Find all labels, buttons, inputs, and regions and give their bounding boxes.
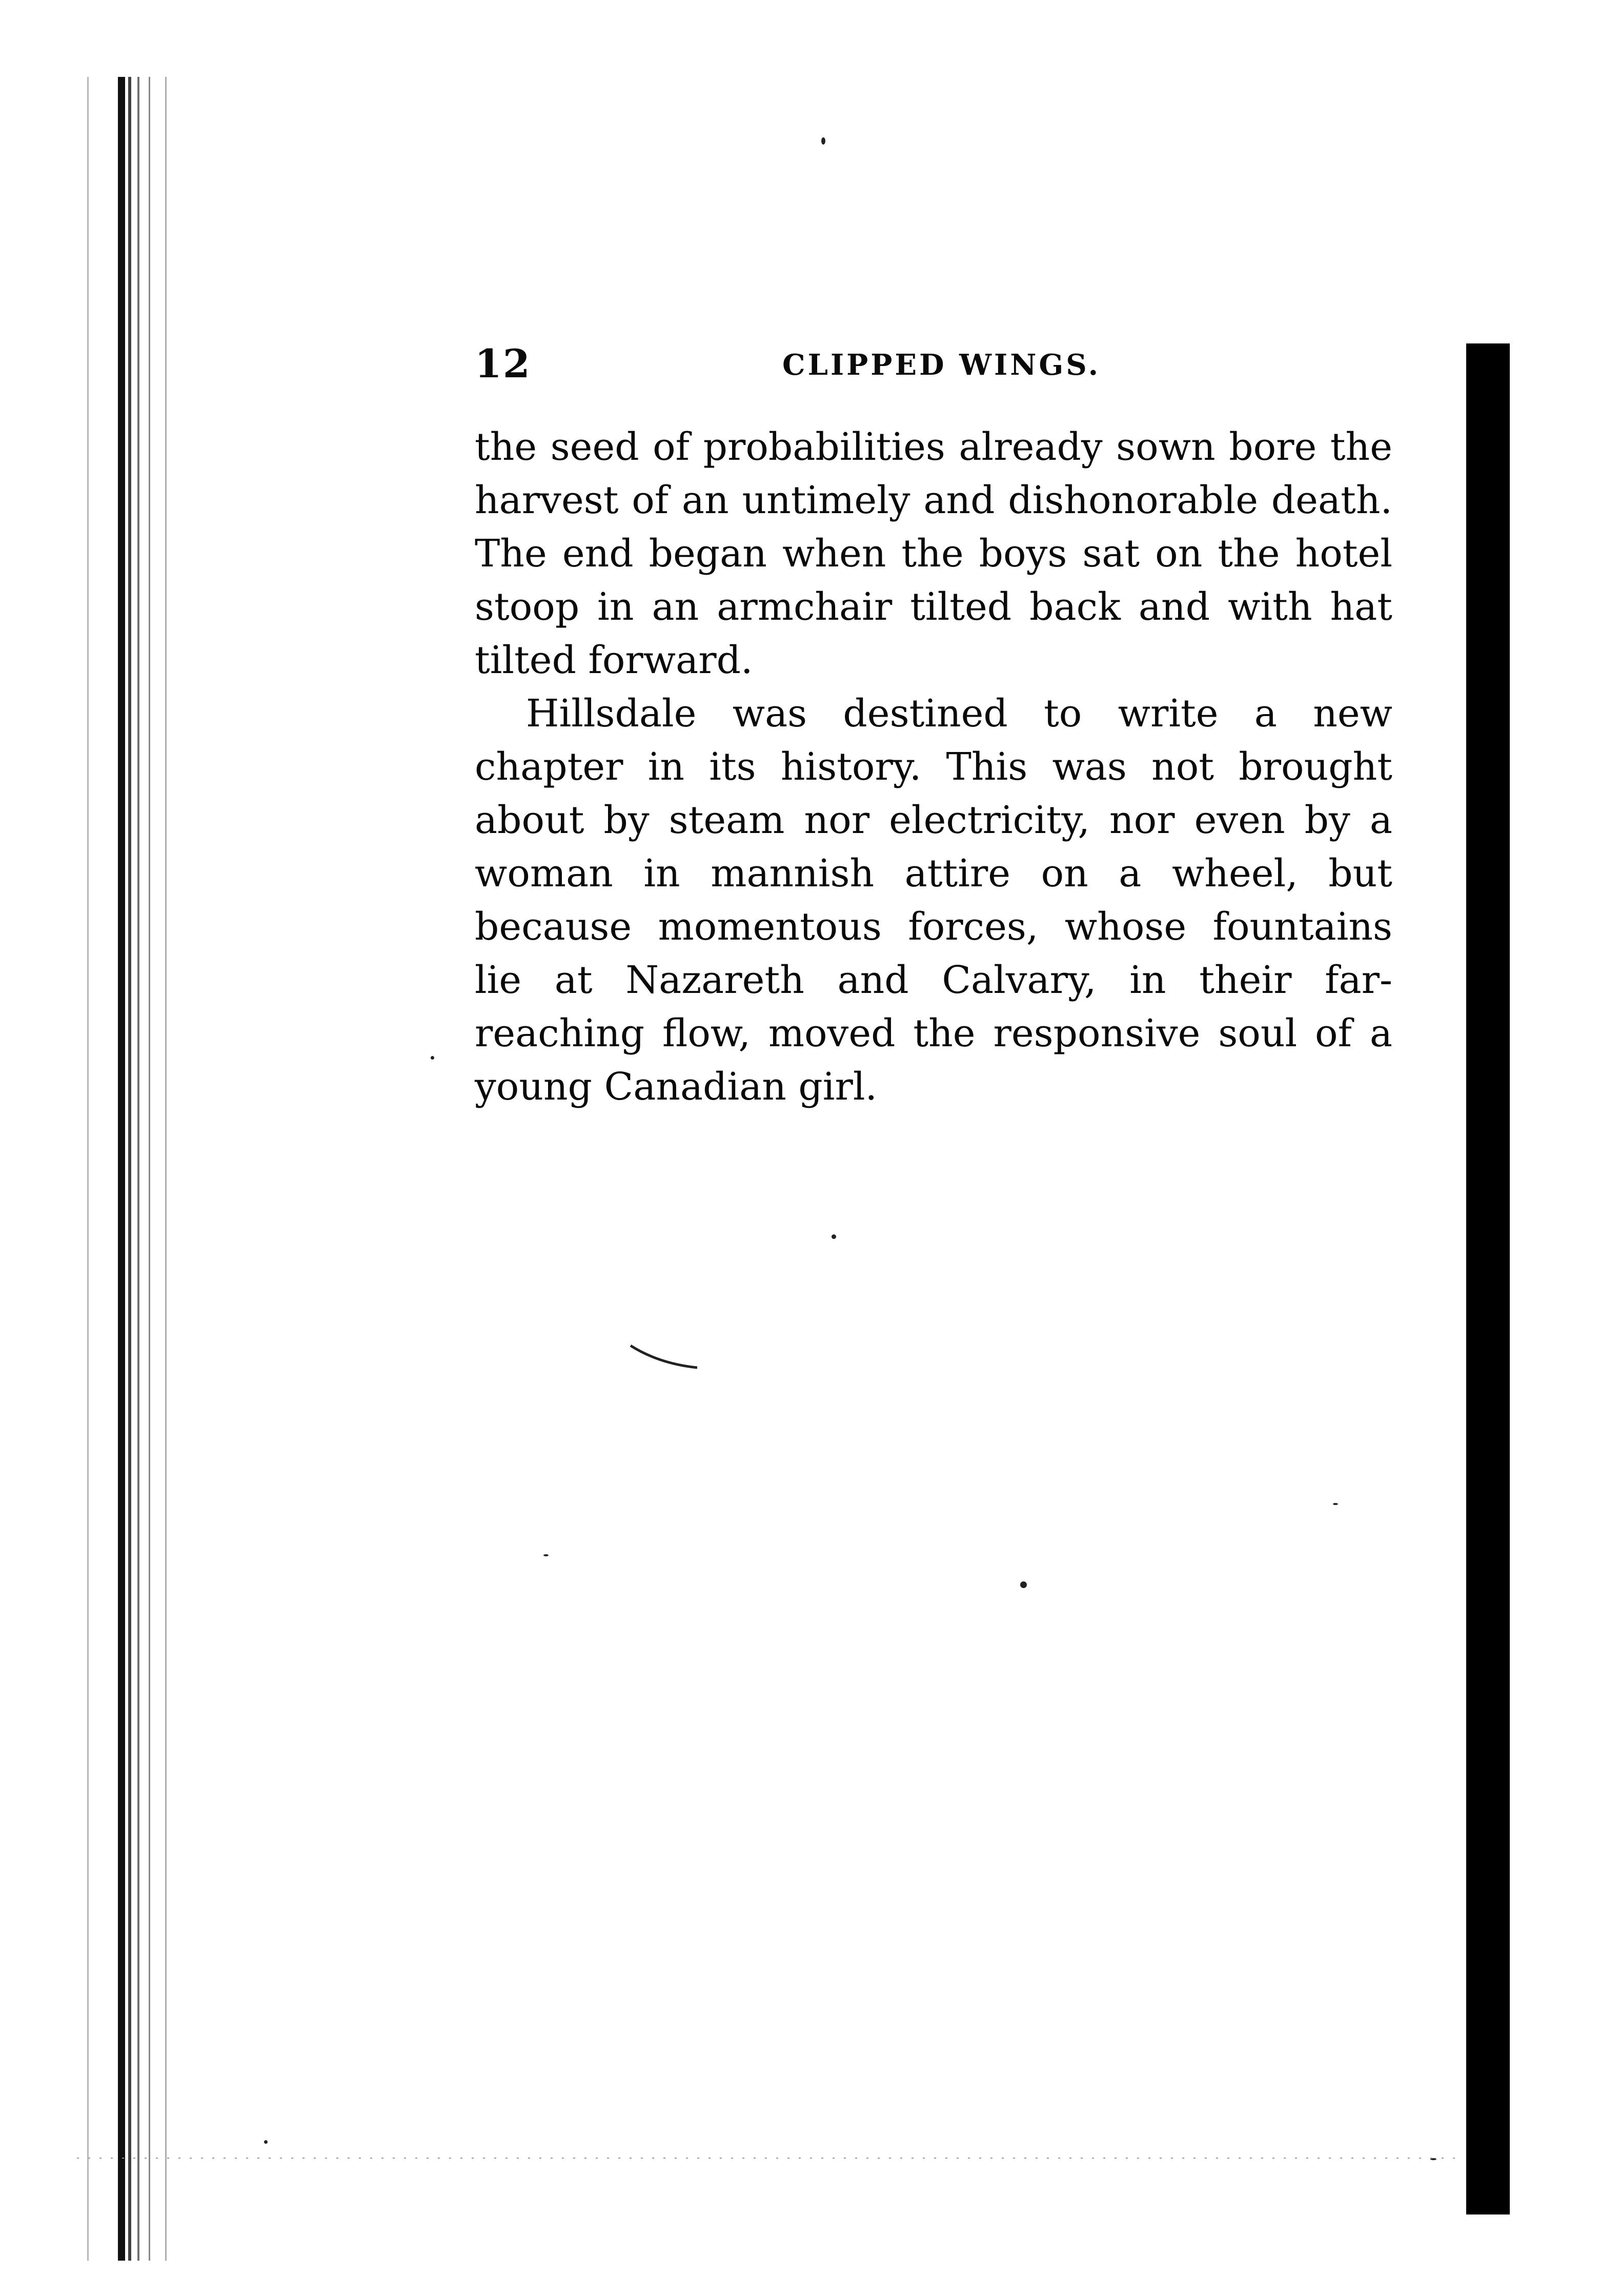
binding-line [149, 77, 150, 2261]
scan-speck [1333, 1503, 1338, 1505]
body-text [475, 420, 1392, 1113]
binding-line [118, 77, 125, 2261]
pen-stroke [628, 1343, 700, 1374]
running-head: CLIPPED WINGS. [782, 348, 1101, 382]
bottom-edge-noise [77, 2148, 1461, 2168]
binding-edge [77, 77, 200, 2261]
binding-line [165, 77, 167, 2261]
paragraph: Hillsdale was destined to write a new chapter in its history. This was not brought about by steam nor electricity, nor even by a woman in mannish attire on a wheel, but because momentous forces, whose fountains lie at Nazareth and Calvary, in their far-reaching flow, moved the responsive soul of a young Canadian girl. [475, 692, 1392, 1109]
scan-speck [431, 1056, 434, 1060]
binding-line [87, 77, 89, 2261]
paragraph: the seed of probabilities already sown bore the harvest of an untimely and dishonorable death. The end began when the boys sat on the hotel stoop in an armchair tilted back and with hat tilted forward. [475, 425, 1392, 682]
scan-speck [543, 1554, 549, 1556]
scan-speck [832, 1234, 836, 1239]
page-number: 12 [475, 341, 531, 387]
page-header [475, 341, 1398, 387]
right-edge-bar [1466, 343, 1510, 2214]
scan-speck [264, 2140, 268, 2144]
binding-line [128, 77, 131, 2261]
binding-line [137, 77, 139, 2261]
scan-speck [821, 137, 825, 145]
scan-speck [1020, 1581, 1027, 1588]
